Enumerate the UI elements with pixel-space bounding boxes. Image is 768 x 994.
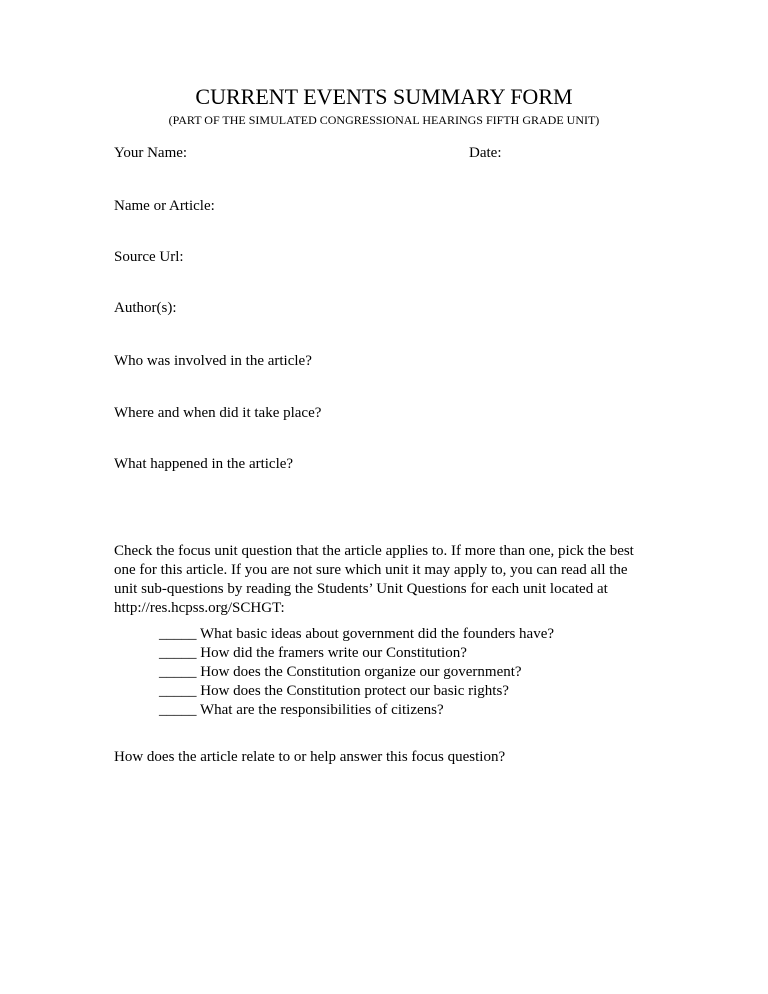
page-title: CURRENT EVENTS SUMMARY FORM — [195, 84, 573, 109]
checkbox-blank[interactable]: _____ — [159, 702, 197, 718]
name-or-article-label: Name or Article: — [114, 198, 215, 214]
what-question: What happened in the article? — [114, 456, 294, 472]
your-name-label: Your Name: — [114, 145, 188, 161]
focus-question-text: How does the Constitution organize our government? — [200, 664, 522, 680]
focus-question-item[interactable] — [159, 701, 554, 720]
focus-question-item[interactable] — [159, 625, 554, 644]
who-question: Who was involved in the article? — [114, 353, 312, 369]
date-label: Date: — [469, 145, 502, 161]
final-question: How does the article relate to or help answer this focus question? — [114, 749, 506, 765]
focus-question-text: How does the Constitution protect our basic rights? — [200, 683, 509, 699]
checkbox-blank[interactable]: _____ — [159, 683, 197, 699]
checkbox-blank[interactable]: _____ — [159, 626, 197, 642]
focus-question-item[interactable] — [159, 663, 554, 682]
checkbox-blank[interactable]: _____ — [159, 664, 197, 680]
focus-question-text: What are the responsibilities of citizens? — [199, 702, 444, 718]
page-subtitle: (PART OF THE SIMULATED CONGRESSIONAL HEARINGS FIFTH GRADE UNIT) — [168, 113, 600, 127]
where-when-question: Where and when did it take place? — [114, 405, 322, 421]
authors-label: Author(s): — [114, 300, 177, 316]
source-url-label: Source Url: — [114, 249, 184, 265]
instructions-paragraph: Check the focus unit question that the article applies to. If more than one, pick the best one for this article. If you are not sure which unit it may apply to, you can read all the unit sub-questions by reading the Students’ Unit Questions for each unit located at http://res.hcpss.org/SCHGT: — [114, 543, 634, 616]
checkbox-blank[interactable]: _____ — [159, 645, 197, 661]
focus-question-item[interactable] — [159, 682, 554, 701]
focus-question-item[interactable] — [159, 644, 554, 663]
focus-question-list — [159, 625, 554, 720]
focus-question-text: How did the framers write our Constitution? — [200, 645, 467, 661]
focus-question-text: What basic ideas about government did the founders have? — [199, 626, 555, 642]
